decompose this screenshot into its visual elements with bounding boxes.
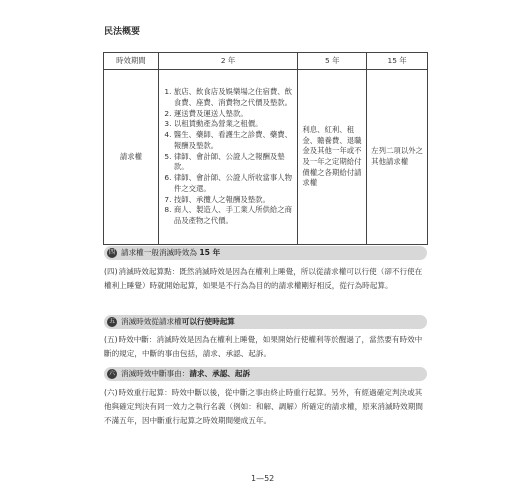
list-item: 3. 以租賃動產為營業之租價。 [174, 119, 296, 130]
key-point-banner [104, 315, 427, 329]
table-header-row [104, 53, 428, 70]
key-point-text [121, 246, 220, 260]
table-header-15-years: 15 年 [367, 53, 428, 70]
banner-plain-text: 消滅時效從請求權 [121, 317, 182, 326]
paragraph-text: 時效重行起算：時效中斷以後，從中斷之事由終止時重行起算。另外，有經過確定判決或其他與確定判決有同一效力之執行名義（例如：和解、調解）所確定的請求權，原來消滅時效期間不滿五年，因中斷重行起算之時效期間變成五年。 [104, 388, 423, 425]
list-item: 1. 旅店、飲食店及娛樂場之住宿費、飲食費、座費、消費物之代價及墊款。 [174, 87, 296, 108]
body-paragraph [104, 265, 427, 293]
key-point-badge-icon: 六 [108, 370, 115, 377]
key-point-text [121, 367, 250, 381]
banner-bold-text: 請求、承認、起訴 [189, 369, 251, 378]
two-year-cell [158, 70, 298, 245]
banner-bold-text: 可以行使時起算 [181, 317, 235, 326]
key-point-badge-icon: 五 [108, 318, 115, 325]
list-item: 7. 技師、承攬人之報酬及墊款。 [174, 195, 296, 206]
paragraph-marker: (四) [104, 267, 118, 276]
list-item: 4. 醫生、藥師、看護生之診費、藥費、報酬及墊款。 [174, 130, 296, 151]
list-item: 6. 律師、會計師、公證人所收當事人物件之交還。 [174, 173, 296, 194]
key-point-banner [104, 246, 427, 260]
fifteen-year-cell: 左列二項以外之其他請求權 [367, 70, 428, 245]
paragraph-text: 時效中斷：消滅時效是因為在權利上睡覺，如果開始行使權利等於醒過了，當然要有時效中斷的規定，中斷的事由包括，請求、承認、起訴。 [104, 335, 423, 358]
table-header-period: 時效期間 [104, 53, 159, 70]
paragraph-marker: (五) [104, 335, 118, 344]
key-point-badge-icon: 四 [108, 249, 115, 256]
banner-bold-text: 15 年 [199, 248, 221, 257]
table-header-5-years: 5 年 [298, 53, 367, 70]
list-item: 8. 商人、製造人、手工業人所供給之商品及產物之代價。 [174, 205, 296, 226]
table-header-2-years: 2 年 [158, 53, 298, 70]
key-point-text [121, 315, 235, 329]
statute-of-limitations-table [103, 52, 428, 245]
list-item: 2. 運送費及運送人墊款。 [174, 109, 296, 120]
banner-plain-text: 消滅時效中斷事由： [121, 369, 190, 378]
body-paragraph [104, 386, 427, 428]
row-label-claim: 請求權 [104, 70, 159, 245]
five-year-cell: 利息、紅利、租金、贍養費、退職金及其他一年或不及一年之定期給付債權之各期給付請求權 [298, 70, 367, 245]
paragraph-text: 消滅時效起算點：既然消滅時效是因為在權利上睡覺，所以從請求權可以行使（卻不行使在權利上睡覺）時就開始起算，如果是不行為為目的的請求權剛好相反，從行為時起算。 [104, 267, 423, 290]
key-point-banner [104, 367, 427, 381]
list-item: 5. 律師、會計師、公證人之報酬及墊款。 [174, 152, 296, 173]
page-header-title: 民法概要 [104, 27, 141, 37]
body-paragraph [104, 333, 427, 361]
two-year-items-list [163, 87, 296, 227]
page-number: 1—52 [251, 474, 275, 483]
table-row [104, 70, 428, 245]
banner-plain-text: 請求權一般消滅時效為 [121, 248, 200, 257]
paragraph-marker: (六) [104, 388, 118, 397]
